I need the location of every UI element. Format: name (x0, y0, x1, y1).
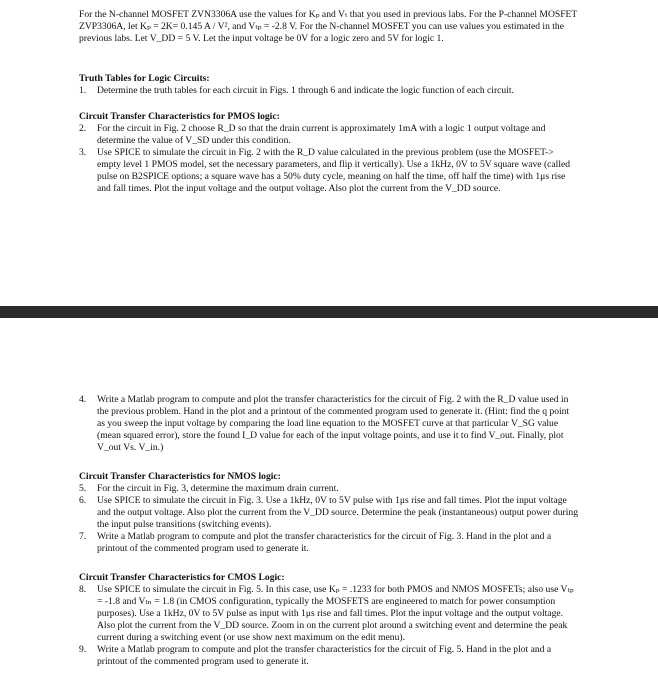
item-number: 5. (79, 483, 87, 494)
section-heading: Circuit Transfer Characteristics for NMOS logic: (79, 471, 281, 482)
item-text: Determine the truth tables for each circuit in Figs. 1 through 6 and indicate the logic function of each circuit. (97, 85, 514, 96)
cmos-section (79, 572, 579, 668)
list-item (79, 584, 579, 644)
page-divider (0, 306, 658, 318)
item-text: Use SPICE to simulate the circuit in Fig. 5. In this case, use Kₚ = .1233 for both PMOS and NMOS MOSFETs; also use Vₜₚ = -1.8 and Vₜₙ = 1.8 (in CMOS configuration, typically the MOSFETS are engineered to match for power consumption purposes). Use a 1kHz, 0V to 5V pulse as input with 1μs rise and fall times. Plot the input voltage and the output voltage. Also plot the current from the V_DD source. Zoom in on the current plot around a switching event and determine the peak current during a switching event (or use show next maximum on the edit menu). (97, 584, 574, 643)
intro-block (79, 9, 579, 45)
list-item (79, 123, 579, 147)
item-number: 2. (79, 123, 87, 134)
page-bottom (0, 318, 658, 700)
item-text: Use SPICE to simulate the circuit in Fig. 2 with the R_D value calculated in the previous problem (use the MOSFET-> empty level 1 PMOS model, set the necessary parameters, and flip it vertically). Use a 1kHz, 0V to 5V square wave (called pulse on B2SPICE options; a square wave has a 50% duty cycle, meaning on half the time, off half the time) with 1μs rise and fall times. Plot the input voltage and the output voltage. Also plot the current from the V_DD source. (97, 147, 571, 194)
section-heading: Circuit Transfer Characteristics for CMOS Logic: (79, 572, 285, 583)
item-text: Use SPICE to simulate the circuit in Fig. 3. Use a 1kHz, 0V to 5V pulse with 1μs rise and fall times. Plot the input voltage and the output voltage. Also plot the current from the V_DD source. Determine the peak (instantaneous) output power during the input pulse transitions (switching events). (97, 495, 578, 530)
intro-paragraph: For the N-channel MOSFET ZVN3306A use the values for Kₚ and Vₜ that you used in previous labs. For the P-channel MOSFET ZVP3306A, let Kₚ = 2K= 0.145 A / V², and Vₜₚ = -2.8 V. For the N-channel MOSFET you can use values you estimated in the previous labs. Let V_DD = 5 V. Let the input voltage be 0V for a logic zero and 5V for logic 1. (79, 9, 578, 44)
item-number: 3. (79, 147, 87, 158)
section-heading: Truth Tables for Logic Circuits: (79, 73, 210, 84)
item-number: 7. (79, 531, 87, 542)
list-item (79, 147, 579, 195)
item-text: For the circuit in Fig. 3, determine the maximum drain current. (97, 483, 339, 494)
list-item (79, 644, 579, 668)
item-number: 1. (79, 85, 87, 96)
item-text: Write a Matlab program to compute and plot the transfer characteristics for the circuit of Fig. 3. Hand in the plot and a printout of the commented program used to generate it. (97, 531, 552, 554)
truth-tables-section (79, 73, 579, 97)
pmos-continued-section (79, 394, 579, 454)
item-number: 8. (79, 584, 87, 595)
list-item (79, 531, 579, 555)
list-item (79, 85, 579, 97)
section-heading: Circuit Transfer Characteristics for PMOS logic: (79, 111, 280, 122)
list-item (79, 483, 579, 495)
nmos-section (79, 471, 579, 555)
item-text: Write a Matlab program to compute and plot the transfer characteristics for the circuit of Fig. 2 with the R_D value used in the previous problem. Hand in the plot and a printout of the commented program used to generate it. (Hint: find the q point as you sweep the input voltage by comparing the load line equation to the MOSFET curve at that particular V_SG value (mean squared error), store the found I_D value for each of the input voltage points, and use it to find V_out. Finally, plot V_out Vs. V_in.) (97, 394, 570, 453)
item-number: 9. (79, 644, 87, 655)
item-number: 4. (79, 394, 87, 405)
item-text: For the circuit in Fig. 2 choose R_D so that the drain current is approximately 1mA with a logic 1 output voltage and determine the value of V_SD under this condition. (97, 123, 546, 146)
list-item (79, 495, 579, 531)
item-number: 6. (79, 495, 87, 506)
page-top (0, 0, 658, 306)
item-text: Write a Matlab program to compute and plot the transfer characteristics for the circuit of Fig. 5. Hand in the plot and a printout of the commented program used to generate it. (97, 644, 552, 667)
pmos-section (79, 111, 579, 195)
list-item (79, 394, 579, 454)
